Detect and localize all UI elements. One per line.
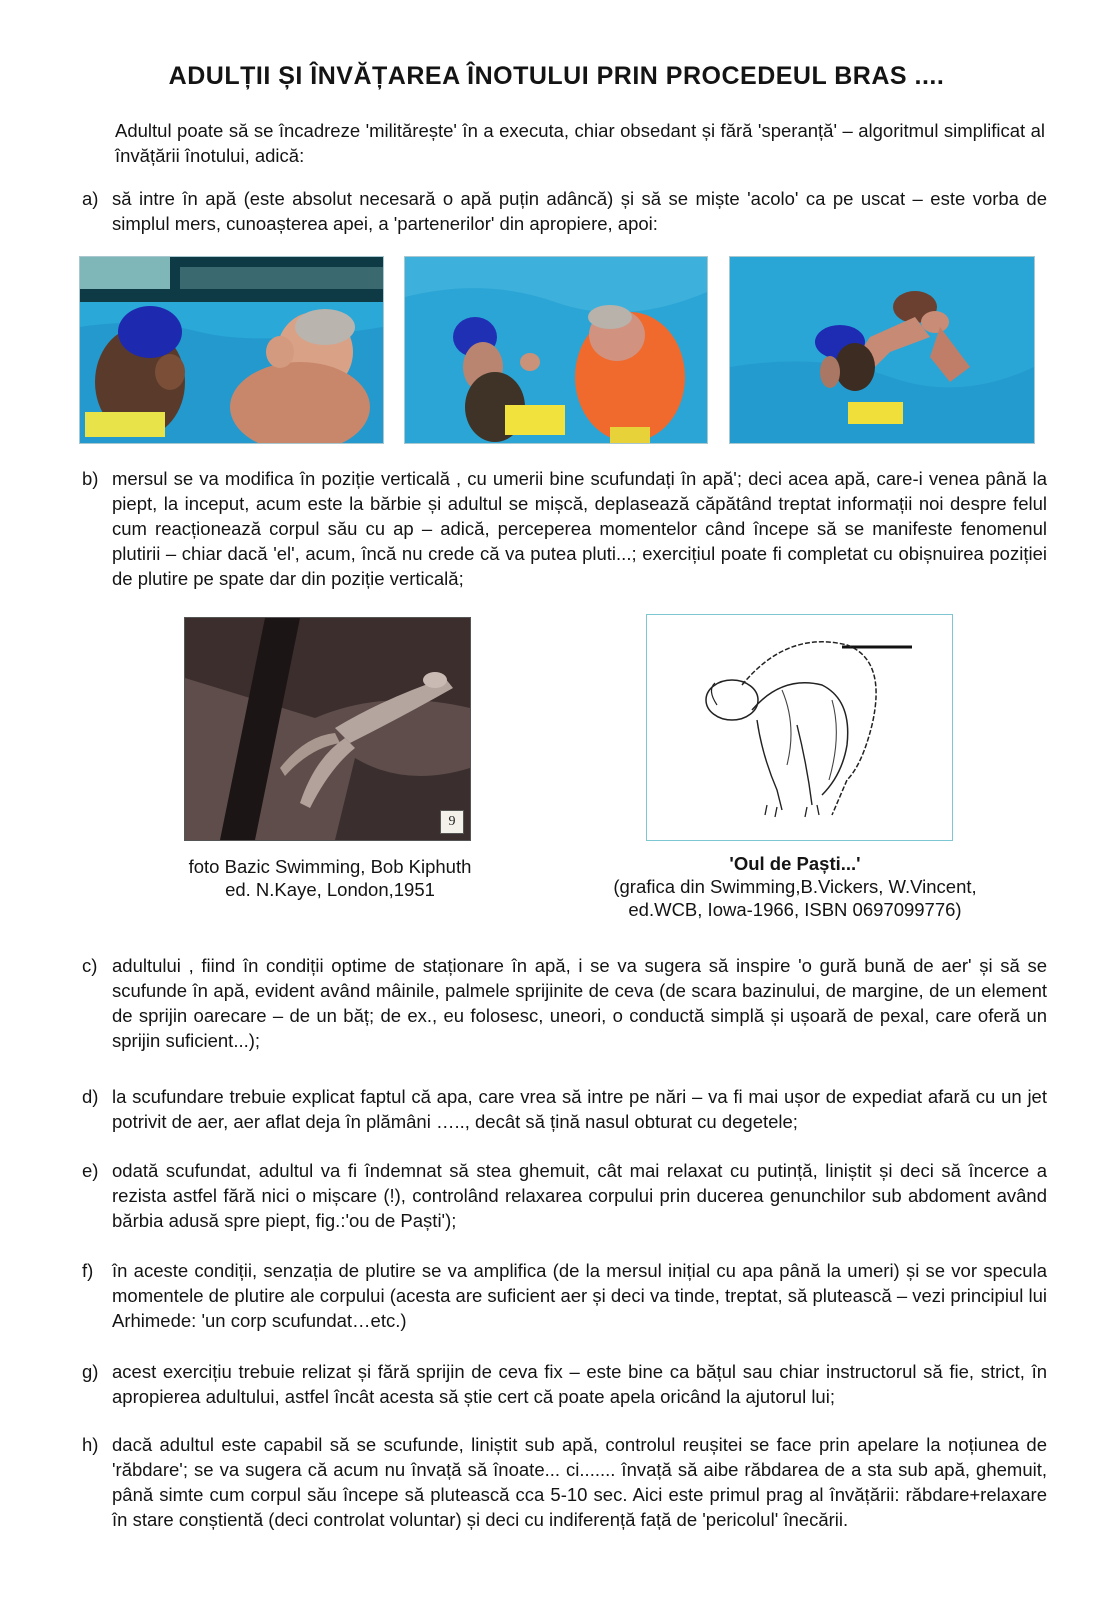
list-text: mersul se va modifica în poziție verticală , cu umerii bine scufundați în apă'; deci acea apă, care-i venea până la piept, la inceput, acum este la bărbie și adultul se mișcă, deplasează căpătând treptat informații noi despre felul cum reacționează corpul său cu ap – adică, perceperea momentelor când începe să se manifeste fenomenul plutirii – chiar dacă 'el', acum, încă nu crede că va putea pluti...; exercițiul poate fi completat cu obișnuirea poziției de plutire pe spate dar din poziție verticală; [112, 468, 1047, 589]
caption-line-2: ed. N.Kaye, London,1951 [225, 879, 435, 900]
floating-photo [184, 617, 471, 841]
list-item-h [82, 1432, 1047, 1532]
list-label: d) [82, 1086, 99, 1107]
easter-egg-drawing [646, 614, 953, 841]
list-item-b [82, 466, 1047, 591]
pool-photo-2 [404, 256, 708, 444]
intro-paragraph: Adultul poate să se încadreze 'militărește' în a executa, chiar obsedant și fără 'speranță' – algoritmul simplificat al învățării înotului, adică: [115, 120, 1045, 166]
list-label: h) [82, 1434, 99, 1455]
list-item-g [82, 1359, 1047, 1409]
list-label: a) [82, 188, 99, 209]
list-label: f) [82, 1260, 94, 1281]
caption-title: 'Oul de Paști...' [729, 853, 861, 874]
list-label: e) [82, 1160, 99, 1181]
list-item-c [82, 953, 1047, 1053]
photo-caption [150, 855, 510, 901]
list-label: b) [82, 468, 99, 489]
list-label: g) [82, 1361, 99, 1382]
list-item-f [82, 1258, 1047, 1333]
drawing-caption [580, 852, 1010, 921]
list-text: în aceste condiții, senzația de plutire se va amplifica (de la mersul inițial cu apa până la umeri) și se vor specula momentele de plutire ale corpului (acesta are suficient aer și deci va tinde, treptat, să plutească – vezi principiul lui Arhimede: 'un corp scufundat…etc.) [112, 1260, 1047, 1331]
list-text: să intre în apă (este absolut necesară o apă puțin adâncă) și să se miște 'acolo' ca pe uscat – este vorba de simplul mers, cunoașterea apei, a 'partenerilor' din apropiere, apoi: [112, 188, 1047, 234]
caption-line-1: foto Bazic Swimming, Bob Kiphuth [188, 856, 472, 877]
list-text: acest exercițiu trebuie relizat și fără sprijin de ceva fix – este bine ca bățul sau chiar instructorul să fie, strict, în apropierea adultului, astfel încât acesta să știe cert că poate apela oricând la ajutorul lui; [112, 1361, 1047, 1407]
list-item-d [82, 1084, 1047, 1134]
list-item-a [82, 186, 1047, 236]
list-text: odată scufundat, adultul va fi îndemnat să stea ghemuit, cât mai relaxat cu putință, liniștit și deci să încerce a rezista astfel fără nici o mișcare (!), controlând relaxarea corpului prin ducerea genunchilor sub abdoment având bărbia adusă spre piept, fig.:'ou de Paști'); [112, 1160, 1047, 1231]
caption-line-1: (grafica din Swimming,B.Vickers, W.Vincent, [613, 876, 977, 897]
list-text: adultului , fiind în condiții optime de staționare în apă, i se va sugera să inspire 'o gură bună de aer' și să se scufunde în apă, evident având mâinile, palmele sprijinite de ceva (de scara bazinului, de margine, de un element de sprijin oarecare – de un băț; de ex., eu folosesc, uneori, o conductă simplă și ușoară de pexal, care oferă un sprijin suficient...); [112, 955, 1047, 1051]
list-text: la scufundare trebuie explicat faptul că apa, care vrea să intre pe nări – va fi mai ușor de expediat afară cu un jet potrivit de aer, aer aflat deja în plămâni ….., decât să țină nasul obturat cu degetele; [112, 1086, 1047, 1132]
list-item-e [82, 1158, 1047, 1233]
figure-number-badge: 9 [440, 810, 464, 834]
list-text: dacă adultul este capabil să se scufunde, liniștit sub apă, controlul reușitei se face prin apelare la noțiunea de 'răbdare'; se va sugera că acum nu învață să înoate... ci....... învață să aibe răbdarea de a sta sub apă, ghemuit, până simte cum corpul său începe să plutească cca 5-10 sec. Aici este primul prag al învățării: răbdare+relaxare în stare conștientă (deci controlat voluntar) și deci cu indiferență față de 'pericolul' înecării. [112, 1434, 1047, 1530]
page-title: ADULȚII ȘI ÎNVĂȚAREA ÎNOTULUI PRIN PROCEDEUL BRAS .... [168, 62, 945, 90]
pool-photo-1 [79, 256, 384, 444]
list-label: c) [82, 955, 98, 976]
caption-line-2: ed.WCB, Iowa-1966, ISBN 0697099776) [628, 899, 962, 920]
pool-photo-3 [729, 256, 1035, 444]
